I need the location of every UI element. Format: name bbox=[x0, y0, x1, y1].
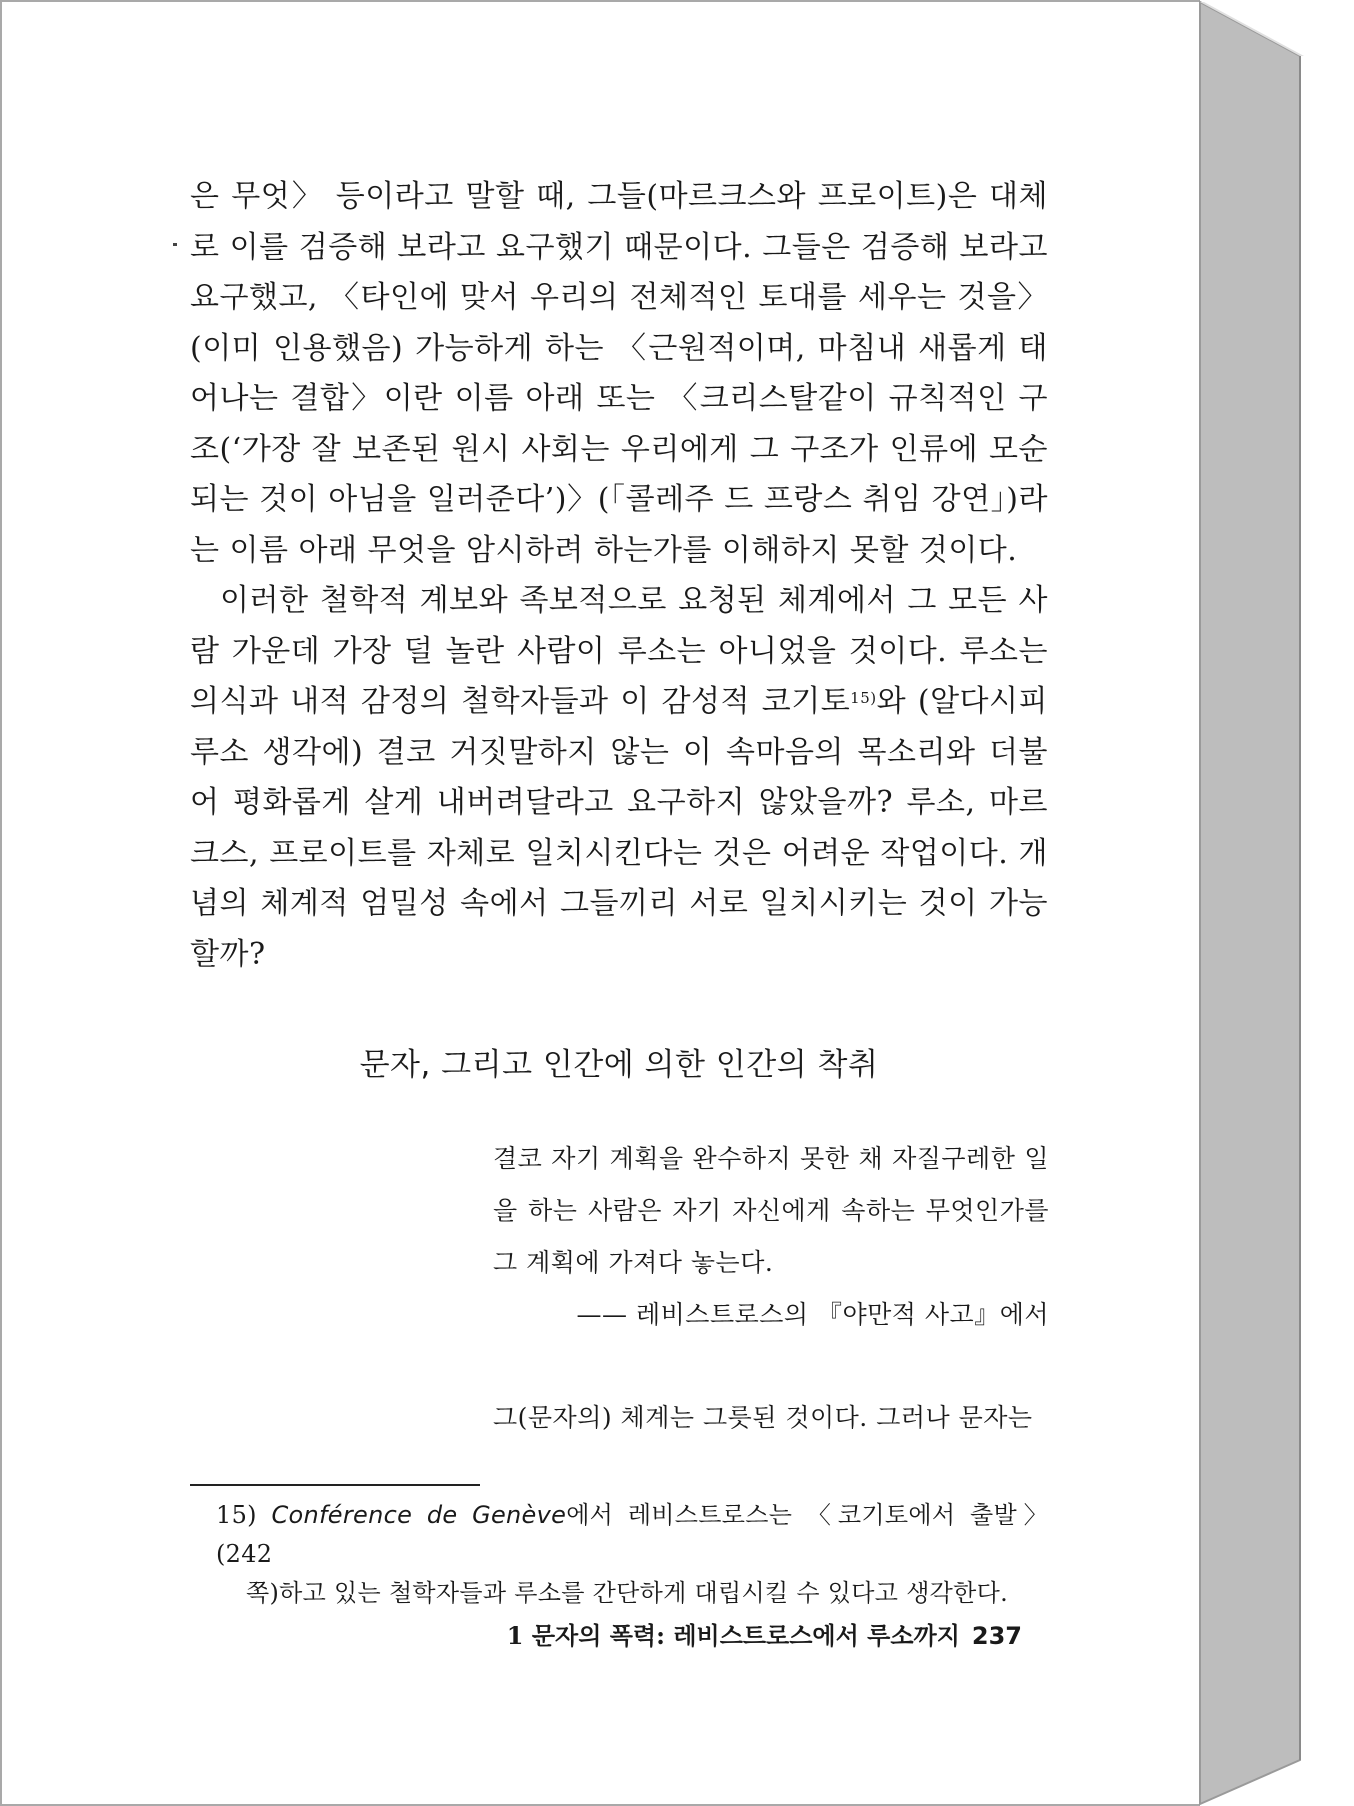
epigraph bbox=[493, 1133, 1049, 1341]
paragraph-1: 은 무엇〉 등이라고 말할 때, 그들(마르크스와 프로이트)은 대체로 이를 검증해 보라고 요구했기 때문이다. 그들은 검증해 보라고 요구했고, 〈타인에 맞서 우리의 전체적인 토대를 세우는 것을〉(이미 인용했음) 가능하게 하는 〈근원적이며, 마침내 새롭게 태어나는 결합〉이란 이름 아래 또는 〈크리스탈같이 규칙적인 구조(‘가장 잘 보존된 원시 사회는 우리에게 그 구조가 인류에 모순되는 것이 아님을 일러준다’)〉(「콜레주 드 프랑스 취임 강연」)라는 이름 아래 무엇을 암시하려 하는가를 이해하지 못할 것이다. bbox=[190, 179, 1048, 568]
footnote-divider bbox=[190, 1484, 480, 1486]
footnote-line-1 bbox=[216, 1496, 1048, 1574]
footnote-line-1-text: 에서 레비스트로스는 〈코기토에서 출발〉(242 bbox=[216, 1501, 1048, 1568]
second-epigraph: 그(문자의) 체계는 그릇된 것이다. 그러나 문자는 bbox=[493, 1403, 1033, 1432]
paragraph-2-part-b: 와 (알다시피 루소 생각에) 결코 거짓말하지 않는 이 속마음의 목소리와 더불어 평화롭게 살게 내버려달라고 요구하지 않았을까? 루소, 마르크스, 프로이트를 자체로 일치시킨다는 것은 어려운 작업이다. 개념의 체계적 엄밀성 속에서 그들끼리 서로 일치시키는 것이 가능할까? bbox=[190, 684, 1048, 972]
epigraph-attribution: —— 레비스트로스의 『야만적 사고』에서 bbox=[576, 1300, 1049, 1329]
footnote-reference[interactable]: 15) bbox=[850, 689, 877, 707]
paragraph-2-part-a: 이러한 철학적 계보와 족보적으로 요청된 체계에서 그 모든 사람 가운데 가장 덜 놀란 사람이 루소는 아니었을 것이다. 루소는 의식과 내적 감정의 철학자들과 이 감성적 코기토 bbox=[190, 583, 1048, 719]
page-number: 237 bbox=[971, 1622, 1022, 1650]
running-footer bbox=[482, 1616, 1022, 1651]
section-heading: 문자, 그리고 인간에 의한 인간의 착취 bbox=[359, 1047, 879, 1083]
body-text bbox=[190, 172, 1048, 980]
footnote-title: Conférence de Genève bbox=[271, 1501, 567, 1529]
margin-mark bbox=[173, 243, 177, 246]
chapter-title: 1 문자의 폭력: 레비스트로스에서 루소까지 bbox=[506, 1621, 960, 1650]
paragraph-2 bbox=[190, 576, 1048, 980]
footnote bbox=[216, 1496, 1048, 1613]
footnote-line-2: 쪽)하고 있는 철학자들과 루소를 간단하게 대립시킬 수 있다고 생각한다. bbox=[246, 1579, 1009, 1607]
epigraph-text: 결코 자기 계획을 완수하지 못한 채 자질구레한 일을 하는 사람은 자기 자신에게 속하는 무엇인가를 그 계획에 가져다 놓는다. bbox=[493, 1144, 1049, 1277]
footnote-number: 15) bbox=[216, 1501, 257, 1529]
